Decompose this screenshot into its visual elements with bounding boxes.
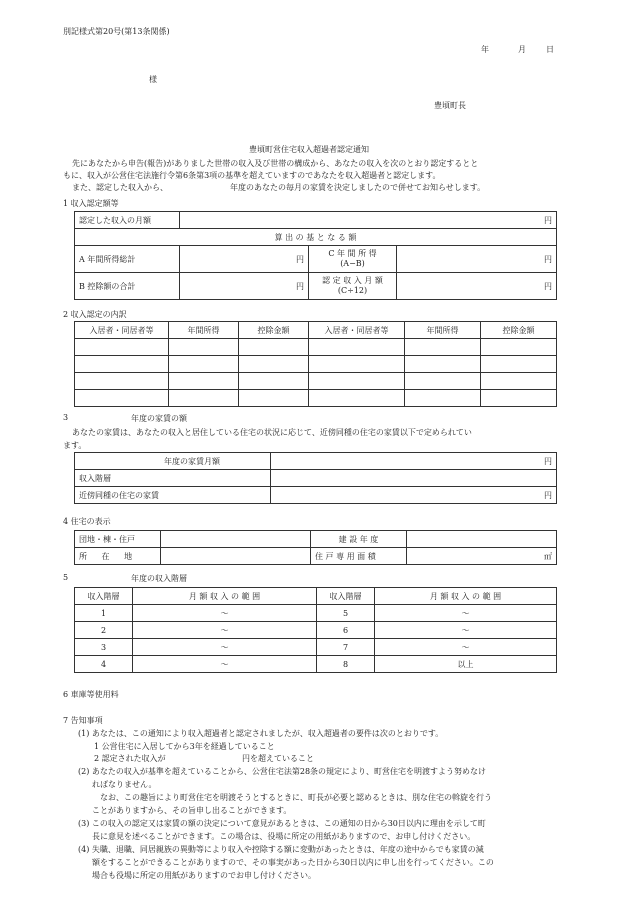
a-yen: 円 [180,246,309,273]
income-table [74,211,557,300]
table-row [75,356,557,373]
table-row [75,390,557,407]
range-cell: 〜 [133,639,317,656]
basis-label: 算 出 の 基 と な る 額 [75,229,557,246]
header-deduction-2: 控除金額 [481,322,557,339]
section5-number: 5 [63,573,69,582]
monthly-income-yen: 円 [180,212,557,229]
range-cell: 〜 [133,622,317,639]
notice-2-line1: (2) あなたの収入が基準を超えていることから、公営住宅法第28条の規定により、町営住宅を明渡すよう努めなけ [78,767,487,776]
col-level-right: 収入階層 [317,588,375,605]
level-cell: 7 [317,639,375,656]
notice-2-line4: ことがありますから、その旨申し出ることができます。 [92,806,292,815]
notice-4-line1: (4) 失職、退職、同居親族の異動等により収入や控除する額に変動があったときは、年度の途中からでも家賃の減 [78,845,484,854]
section2-heading: 2 収入認定の内訳 [63,310,127,319]
range-cell: 〜 [133,656,317,673]
notice-1-item1: 1 公営住宅に入居してから3年を経過していること [94,742,275,751]
d-label: 認 定 収 入 月 額 [322,276,383,285]
col-level-left: 収入階層 [75,588,133,605]
location-label: 所 在 地 [75,548,161,565]
intro-line1: 先にあなたから申告(報告)がありました世帯の収入及び世帯の構成から、あなたの収入を次のとおり認定するとと [72,159,479,168]
range-cell: 以上 [375,656,557,673]
d-formula: (C÷12) [337,286,368,295]
level-cell: 5 [317,605,375,622]
section3-heading: 年度の家賃の額 [131,414,187,423]
notice-3-line1: (3) この収入の認定又は家賃の額の決定について意見があるときは、この通知の日から30日以内に理由を示して町 [78,819,486,828]
c-formula: (A−B) [340,259,365,268]
table-row [75,605,557,622]
header-annual-income-2: 年間所得 [405,322,481,339]
income-level-label: 収入階層 [75,470,271,487]
notice-3-line2: 長に意見を述べることができます。この場合は、役場に所定の用紙がありますので、お申し付けください。 [92,832,476,841]
rent-yen: 円 [271,453,557,470]
rent-monthly-label: 年度の家賃月額 [75,453,271,470]
level-cell: 1 [75,605,133,622]
date-day: 日 [546,45,554,54]
section6-heading: 6 車庫等使用料 [63,690,119,699]
a-label: A 年間所得総計 [75,246,180,273]
notice-1-item2a: 2 認定された収入が [94,754,166,763]
section3-number: 3 [63,413,69,422]
notice-4-line3: 場合も役場に所定の用紙がありますのでお申し付けください。 [92,871,316,880]
addressee-suffix: 様 [149,75,157,84]
rent-table [74,452,557,504]
header-resident-2: 入居者・同居者等 [309,322,405,339]
construction-year-label: 建 設 年 度 [311,531,407,548]
issuer: 豊頃町長 [434,101,466,110]
income-level-table [74,587,557,673]
level-cell: 6 [317,622,375,639]
col-range-left: 月 額 収 入 の 範 囲 [133,588,317,605]
notice-2-line2: ればなりません。 [92,780,157,789]
table-row [75,656,557,673]
level-cell: 4 [75,656,133,673]
level-cell: 8 [317,656,375,673]
form-number: 別記様式第20号(第13条関係) [63,27,170,36]
complex-label: 団地・棟・住戸 [75,531,161,548]
b-yen: 円 [180,273,309,300]
range-cell: 〜 [375,639,557,656]
intro-line3a: また、認定した収入から、 [72,183,168,192]
table-row [75,339,557,356]
notice-4-line2: 額をすることができることがありますので、その事実があった日から30日以内に申し出を行ってください。この [92,858,494,867]
notice-2-line3: なお、この趣旨により町営住宅を明渡そうとするときに、町長が必要と認めるときは、別な住宅の斡旋を行う [100,793,492,802]
table-row [75,622,557,639]
level-cell: 3 [75,639,133,656]
level-cell: 2 [75,622,133,639]
notice-1: (1) あなたは、この通知により収入超過者と認定されましたが、収入超過者の要件は次のとおりです。 [78,729,444,738]
nearby-rent-label: 近傍同種の住宅の家賃 [75,487,271,504]
date-year: 年 [481,45,489,54]
section3-text1: あなたの家賃は、あなたの収入と居住している住宅の状況に応じて、近傍同種の住宅の家賃以下で定められてい [72,428,472,437]
housing-table [74,530,557,565]
section5-heading: 年度の収入階層 [131,574,187,583]
c-yen: 円 [397,246,557,273]
d-yen: 円 [397,273,557,300]
range-cell: 〜 [375,622,557,639]
header-deduction-1: 控除金額 [239,322,309,339]
range-cell: 〜 [133,605,317,622]
section4-heading: 4 住宅の表示 [63,517,111,526]
monthly-income-label: 認定した収入の月額 [75,212,180,229]
floor-area-unit: ㎡ [407,548,557,565]
intro-line3b: 年度のあなたの毎月の家賃を決定しましたので併せてお知らせします。 [230,183,486,192]
document-title: 豊頃町営住宅収入超過者認定通知 [249,145,369,154]
intro-line2: もに、収入が公営住宅法施行令第6条第3項の基準を超えていますのであなたを収入超過者と認定します。 [63,171,441,180]
b-label: B 控除額の合計 [75,273,180,300]
section1-heading: 1 収入認定額等 [63,199,119,208]
header-annual-income-1: 年間所得 [169,322,239,339]
header-resident-1: 入居者・同居者等 [75,322,169,339]
table-row [75,373,557,390]
c-label: C 年 間 所 得 [328,249,377,258]
section3-text2: ます。 [63,441,87,450]
notice-1-item2b: 円を超えていること [242,754,314,763]
breakdown-table [74,321,557,407]
col-range-right: 月 額 収 入 の 範 囲 [375,588,557,605]
table-row [75,639,557,656]
date-month: 月 [518,45,526,54]
range-cell: 〜 [375,605,557,622]
floor-area-label: 住 戸 専 用 面 積 [311,548,407,565]
nearby-rent-yen: 円 [271,487,557,504]
section7-heading: 7 告知事項 [63,716,103,725]
